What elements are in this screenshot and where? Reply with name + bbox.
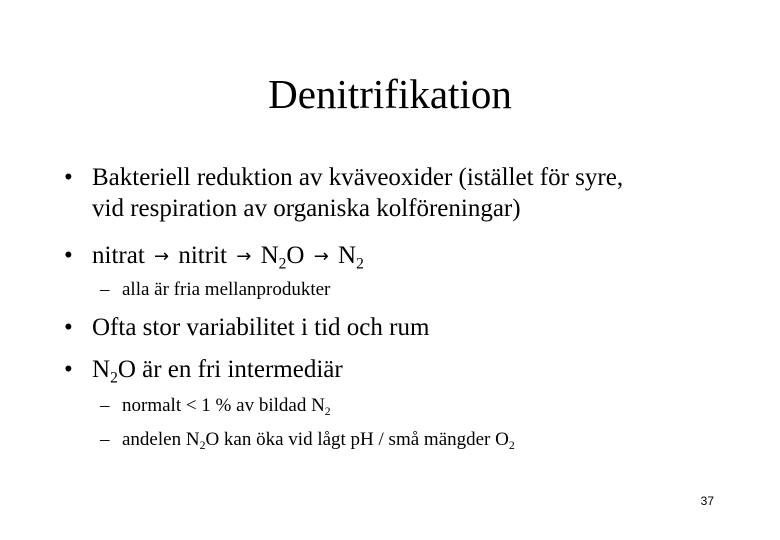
subbullet-text [122,394,331,418]
arrow-right-icon: → [313,246,329,268]
page-number: 37 [700,494,714,508]
arrow-right-icon: → [154,246,170,268]
n2-subscript: 2 [356,255,364,273]
bullet-text: Ofta stor variabilitet i tid och rum [92,314,430,341]
bullet-rest-text: O är en fri intermediär [117,356,343,383]
subbullet-text-part-2: O kan öka vid lågt pH / små mängder O [205,429,509,450]
n2o-formula [260,242,305,273]
n2-n: N [338,242,357,269]
bullet-text [92,354,343,385]
dash-marker: – [100,395,110,416]
nitrit-label: nitrit [178,242,227,269]
reaction-chain [92,240,364,272]
o2-subscript: 2 [508,439,515,453]
slide-title: Denitrifikation [268,71,512,117]
n2-subscript: 2 [324,405,331,419]
n2o-subscript: 2 [278,255,287,273]
subbullet-text-part-1: andelen N [122,429,200,450]
bullet-dot: • [64,356,73,383]
n2-formula [338,242,364,273]
n2o-n: N [260,242,279,269]
subbullet-text [122,428,515,452]
bullet-dot: • [64,242,73,269]
n2o-subscript: 2 [199,439,206,453]
dash-marker: – [100,279,110,300]
subbullet-text: alla är fria mellanprodukter [122,279,331,300]
bullet-text-line-2: vid respiration av organiska kolföreningar) [92,195,521,222]
subbullet-main-text: normalt < 1 % av bildad N [122,395,325,416]
n2o-n: N [92,356,111,383]
bullet-dot: • [64,164,73,191]
n2o-subscript: 2 [110,369,118,387]
bullet-dot: • [64,314,73,341]
dash-marker: – [100,429,110,450]
nitrat-label: nitrat [92,242,145,269]
arrow-right-icon: → [236,246,252,268]
n2o-o: O [286,242,305,269]
bullet-text-line-1: Bakteriell reduktion av kväveoxider (istället för syre, [92,164,624,191]
